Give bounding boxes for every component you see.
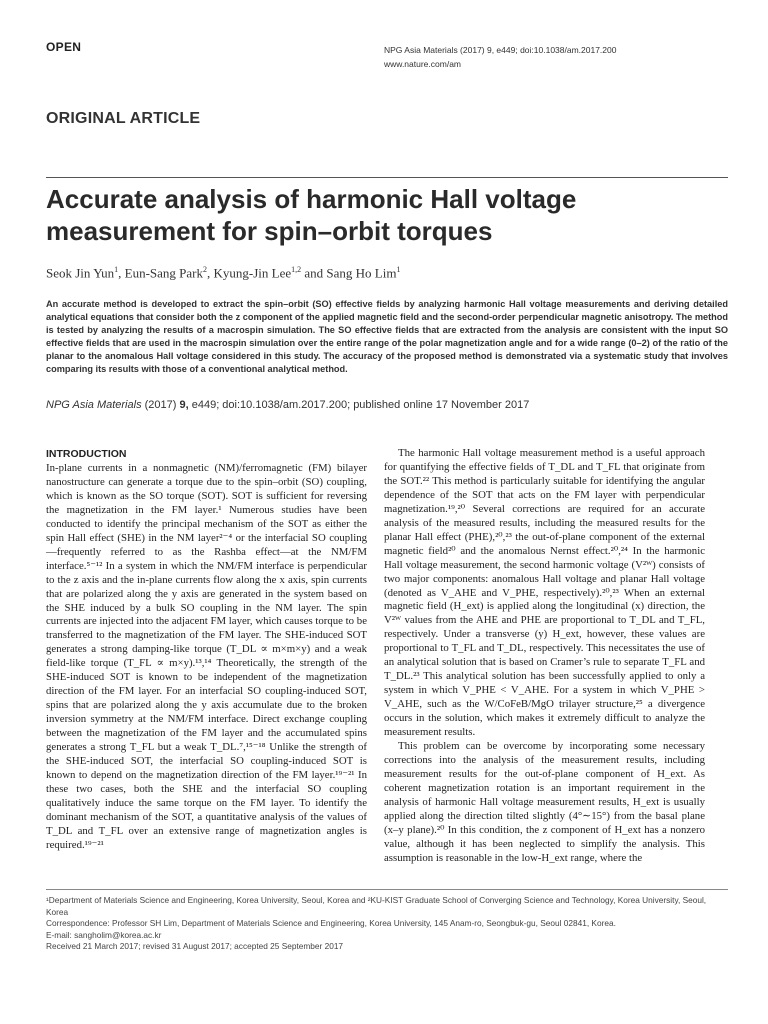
citation-year: (2017) — [141, 399, 180, 411]
citation-journal: NPG Asia Materials — [46, 399, 142, 411]
body-column-left — [46, 447, 367, 853]
body-paragraph: The harmonic Hall voltage measurement method is a useful approach for quantifying the effective fields of T_DL and T_FL that originate from the SOT.²² This method is particularly suitable for identifying the angular dependence of the SOT that acts on the FM layer with perpendicular magnetization.¹⁹,²⁰ Several corrections are required for an accurate analysis of the measured results, including the measured results for the planar Hall effect (PHE),²⁰,²³ the out-of-plane component of the external magnetic field²⁰ and the anomalous Nernst effect.²⁰,²⁴ In the harmonic Hall voltage measurement, the second harmonic voltage (V²ᵂ) consists of two major components: anomalous Hall voltage and planar Hall voltage (denoted as V_AHE and V_PHE, respectively).²⁰,²³ When an external magnetic field (H_ext) is applied along the longitudinal (x) direction, the V²ᵂ values from the AHE and PHE are proportional to T_DL and T_FL, respectively. Under a transverse (y) H_ext, however, these values are proportional to T_FL and T_DL, respectively. This necessitates the use of an analytical solution that is based on Cramer’s rule to separate T_FL and T_DL.²³ This analytical solution has been successfully applied to only a system in which V_PHE < V_AHE. For a system in which V_PHE > V_AHE, such as the W/CoFeB/MgO trilayer structure,²⁵ a divergence occurs in the solution, which makes it extremely difficult to analyze the measurement results. — [384, 447, 705, 739]
journal-url[interactable]: www.nature.com/am — [384, 59, 461, 69]
footnotes — [46, 895, 728, 953]
author-separator: , — [118, 265, 125, 281]
author-separator: and — [301, 265, 327, 281]
author-name[interactable]: Kyung-Jin Lee — [213, 265, 292, 281]
article-dates: Received 21 March 2017; revised 31 August 2017; accepted 25 September 2017 — [46, 941, 344, 952]
author-name[interactable]: Eun-Sang Park — [124, 265, 203, 281]
body-paragraph: In-plane currents in a nonmagnetic (NM)/ferromagnetic (FM) bilayer nanostructure can generate a torque due to the spin–orbit (SO) coupling, which is known as the SO torque (SOT). SOT is sufficient for reversing the magnetization in the FM layer.¹ Numerous studies have been conducted to identify the principal mechanism of the SOT as either the spin Hall effect (SHE) in the NM layer²⁻⁴ or the interfacial SO coupling—frequently referred to as the Rashba effect—at the NM/FM interface.⁵⁻¹² In a system in which the NM/FM interface is perpendicular to the z axis and the in-plane currents flow along the x axis, spin currents that are polarized along the y axis are generated in the system based on the SHE induced by a bulk SO coupling in the NM layer. The spin currents are injected into the adjacent FM layer, which causes torque to be transferred to the magnetization of the FM layer. The SHE-induced SOT generates a strong damping-like torque (T_DL ∝ m×m×y) and a weak field-like torque (T_FL ∝ m×y).¹³,¹⁴ Theoretically, the strength of the SHE-induced SOT is known to be independent of the magnetization direction of the FM layer. For an interfacial SO coupling-induced SOT, spins that are polarized along the y axis accumulate due to the broken inversion symmetry at the NM/FM interface. Direct exchange coupling between the magnetization of the FM layer and the accumulated spins generates a strong T_FL but a weak T_DL.⁷,¹⁵⁻¹⁸ Unlike the strength of the SHE-induced SOT, the interfacial SO coupling-induced SOT is known to depend on the magnetization direction of the FM layer.¹⁹⁻²¹ In these two cases, both the SHE and the interfacial SO coupling qualitatively induce the same torque on the FM layer. To identify the dominant mechanism of the SOT, a quantitative analysis of the values of T_DL and T_FL over an extensive range of magnetization angles is required.¹⁹⁻²¹ — [46, 462, 367, 851]
body-column-right — [384, 447, 705, 866]
affiliations: ¹Department of Materials Science and Engineering, Korea University, Seoul, Korea and ²KU-KIST Graduate School of Converging Science and Technology, Korea University, Seoul, Korea — [46, 895, 707, 917]
abstract: An accurate method is developed to extract the spin–orbit (SO) effective fields by analyzing harmonic Hall voltage measurements and deriving detailed analytical equations that consider both the z component of the applied magnetic field and the second-order perpendicular magnetic anisotropy. The method is tested by analyzing the results of a macrospin simulation. The SO effective fields that are extracted from the analysis are consistent with the input SO effective fields that are used in the macrospin simulation over the entire range of the polar magnetization angle and for a wide range (0–2) of the ratio of the planar to the anomalous Hall voltage considered in this study. The accuracy of the proposed method is demonstrated via a systematic study that involves comparing its results with those of a conventional analytical method. — [46, 299, 728, 375]
correspondence: Correspondence: Professor SH Lim, Department of Materials Science and Engineering, Korea University, 145 Anam-ro, Seongbuk-gu, Seoul 02841, Korea. — [46, 918, 616, 929]
citation-volume: 9, — [179, 399, 189, 411]
email[interactable]: E-mail: sangholim@korea.ac.kr — [46, 929, 162, 940]
author-separator: , — [207, 265, 214, 281]
affiliation-marker: 1 — [114, 265, 119, 274]
body-paragraph: This problem can be overcome by incorporating some necessary corrections into the analysis of the measurement results, including measurement results for the out-of-plane component of H_ext. As coherent magnetization rotation is an important requirement in the analysis of harmonic Hall voltage measurement results, H_ext is usually applied along the direction tilted slightly (4°∼15°) from the basal plane (x–y plane).²⁰ In this condition, the z component of H_ext has a nonzero value, although it has been neglected to simplify the analysis. This assumption is reasonable in the low-H_ext range, where the — [384, 740, 705, 864]
affiliation-marker: 1 — [396, 265, 401, 274]
author-name[interactable]: Sang Ho Lim — [326, 265, 397, 281]
citation-line — [46, 399, 728, 411]
footnote-divider — [46, 889, 728, 890]
article-title: Accurate analysis of harmonic Hall voltage measurement for spin–orbit torques — [46, 184, 577, 246]
article-type: ORIGINAL ARTICLE — [46, 110, 201, 127]
journal-citation: NPG Asia Materials (2017) 9, e449; doi:10.1038/am.2017.200 — [384, 45, 617, 55]
author-name[interactable]: Seok Jin Yun — [46, 265, 115, 281]
author-list — [46, 265, 400, 281]
open-access-label: OPEN — [46, 40, 82, 54]
section-heading-introduction: INTRODUCTION — [46, 448, 127, 460]
affiliation-marker: 2 — [203, 265, 207, 274]
title-divider — [46, 177, 728, 178]
citation-rest: e449; doi:10.1038/am.2017.200; published online 17 November 2017 — [188, 399, 530, 411]
affiliation-marker: 1,2 — [291, 265, 302, 274]
